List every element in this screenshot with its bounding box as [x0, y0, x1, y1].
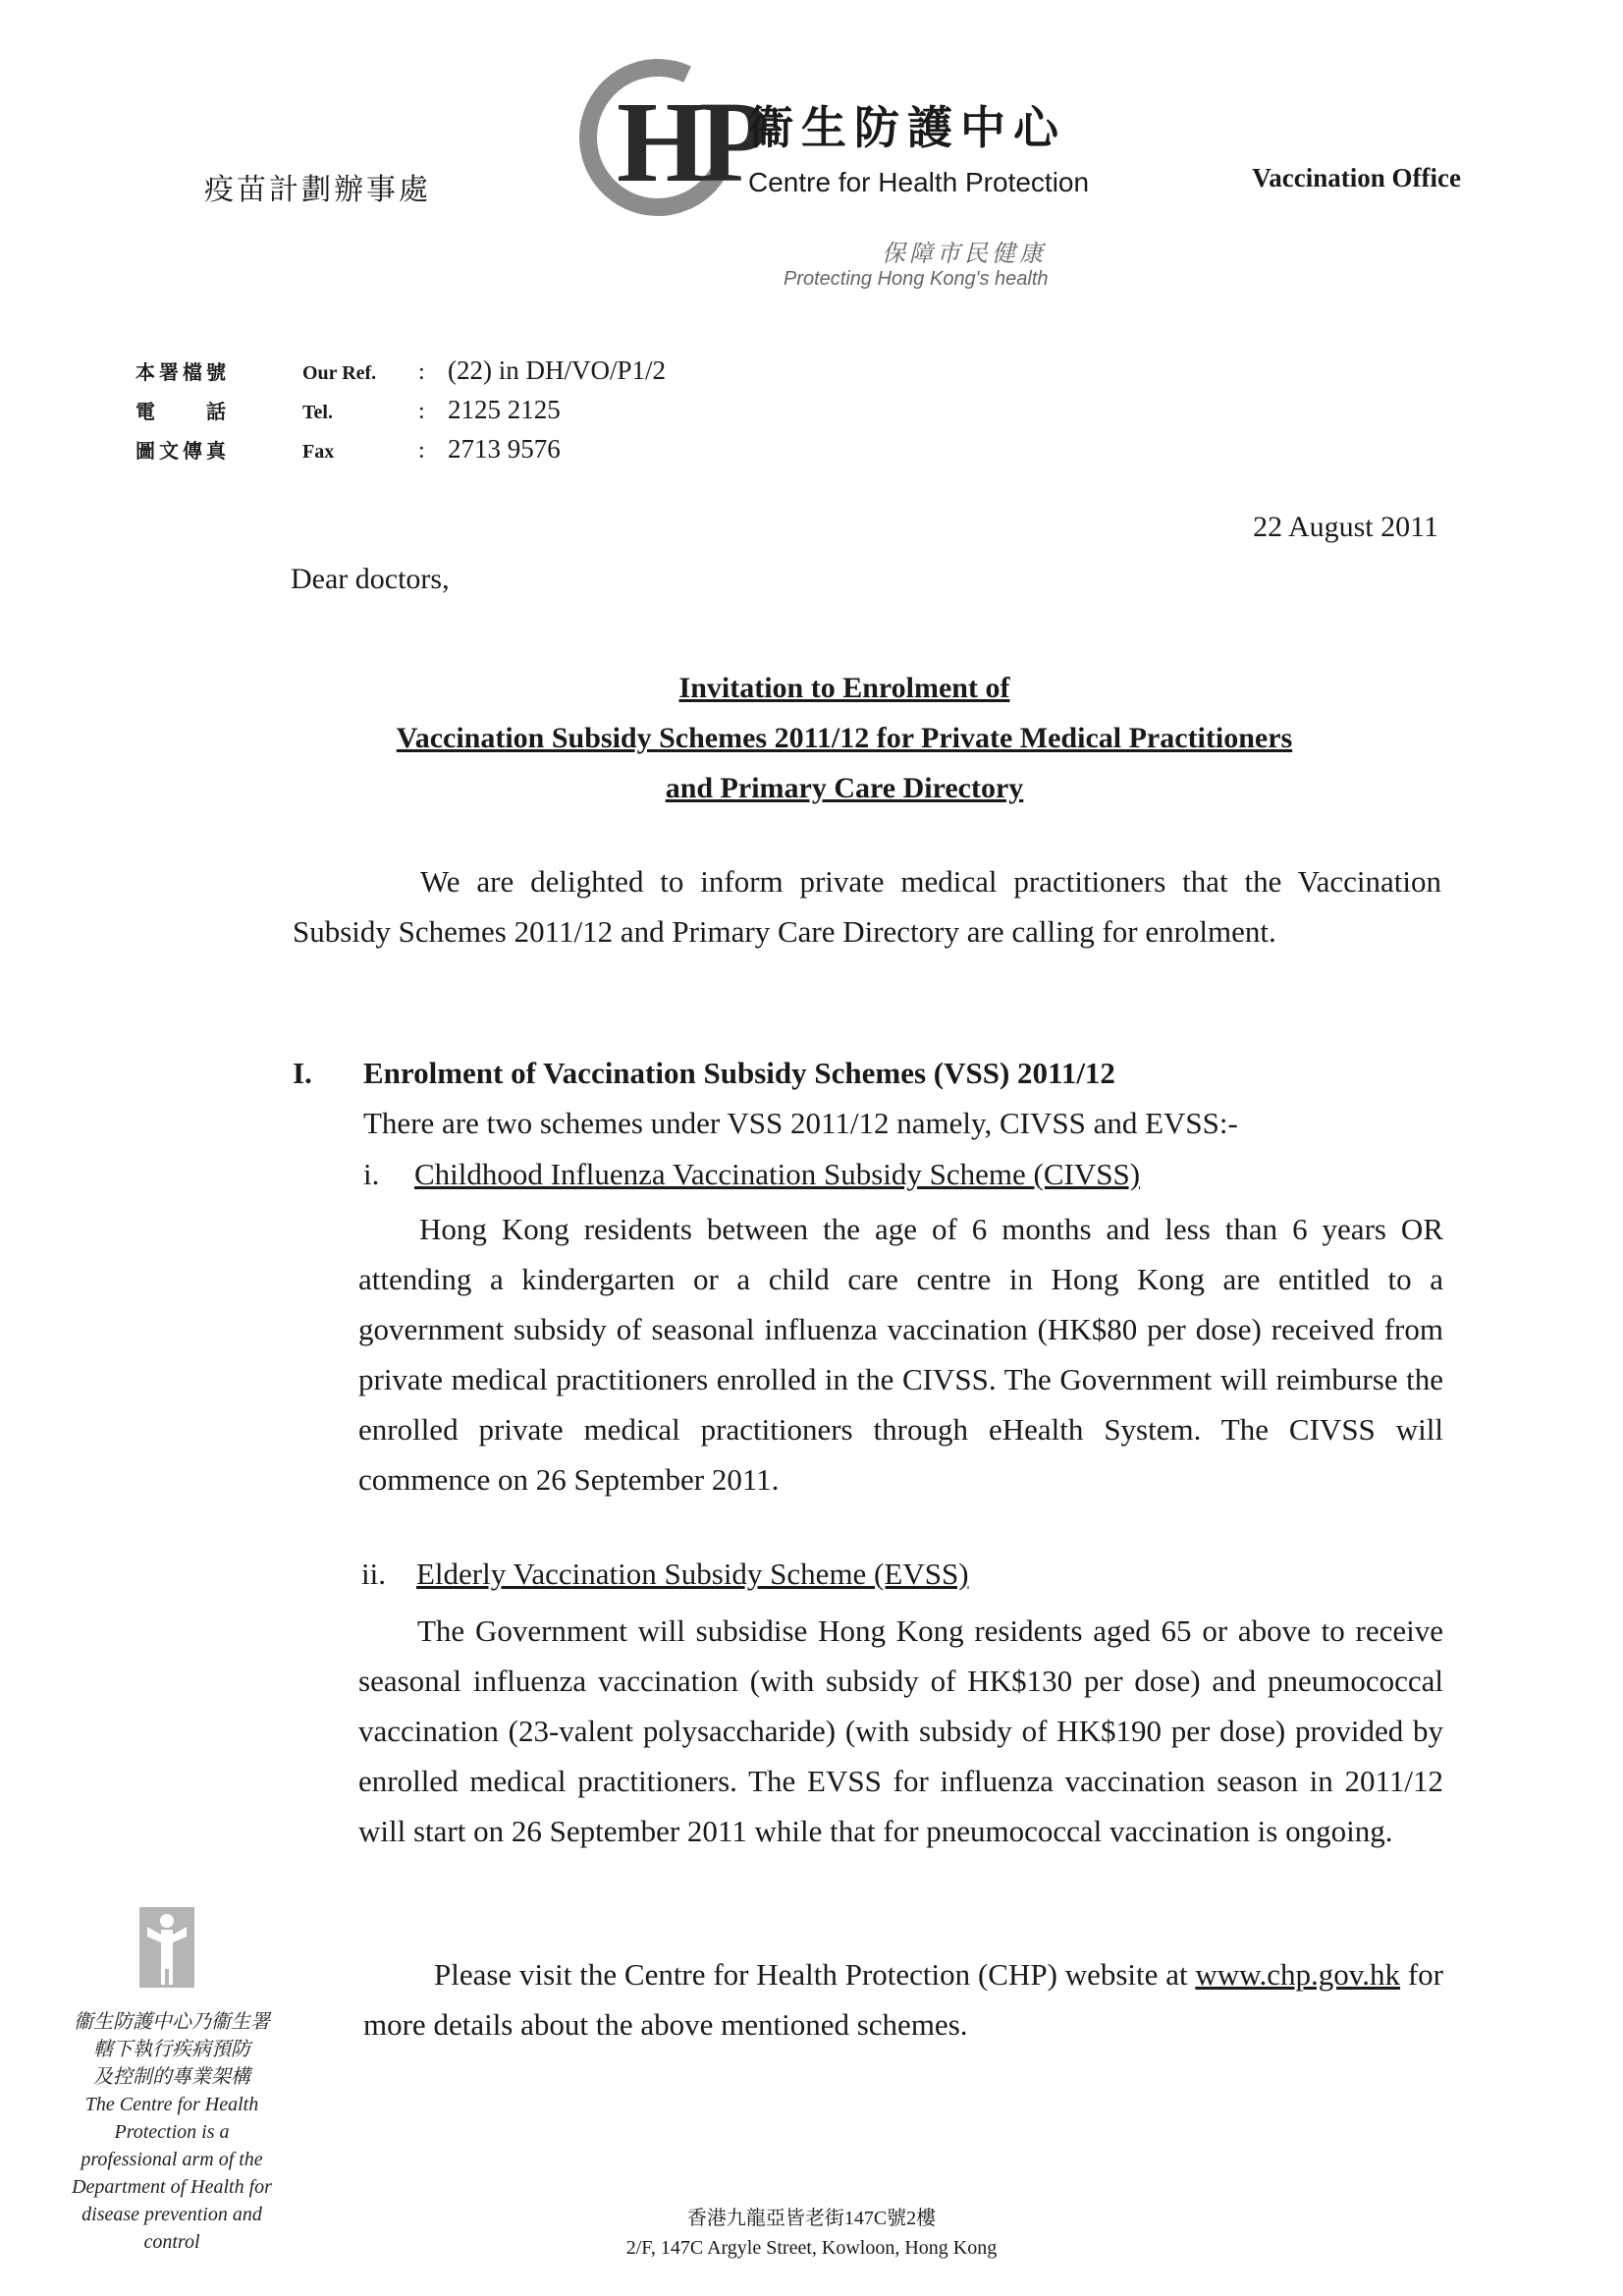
sidebar-line-en-2: Protection is a	[114, 2121, 230, 2143]
reference-label-zh: 本署檔號	[135, 362, 230, 384]
evss-paragraph: The Government will subsidise Hong Kong residents aged 65 or above to receive seasonal influenza vaccination (with subsidy of HK$130 per dose) and pneumococcal vaccination (23-valent polysaccharide) (with subsidy of HK$190 per dose) provided by enrolled medical practitioners. The EVSS for influenza vaccination season in 2011/12 will start on 26 September 2011 while that for pneumococcal vaccination is ongoing.	[358, 1613, 1443, 1848]
visit-paragraph	[363, 1949, 1443, 2050]
letter-title	[255, 663, 1434, 813]
reference-row-our-ref	[135, 355, 666, 395]
reference-colon: :	[418, 399, 425, 424]
chp-logo-tagline-en: Protecting Hong Kong's health	[784, 268, 1049, 290]
section-title: Enrolment of Vaccination Subsidy Schemes (VSS) 2011/12	[363, 1056, 1115, 1090]
dh-emblem-icon	[139, 1907, 194, 1988]
reference-label-zh: 圖文傳真	[135, 441, 230, 463]
sidebar-line-zh-2: 轄下執行疾病預防	[93, 2039, 250, 2060]
sidebar-line-en-5: disease prevention and	[81, 2204, 262, 2225]
section-intro: There are two schemes under VSS 2011/12 namely, CIVSS and EVSS:-	[363, 1106, 1238, 1140]
chp-logo-tagline-zh: 保障市民健康	[882, 242, 1047, 267]
reference-value: 2713 9576	[448, 434, 561, 464]
reference-label-en: Fax	[302, 441, 335, 463]
footer-address-zh: 香港九龍亞皆老街147C號2樓	[686, 2208, 937, 2229]
reference-row-tel	[135, 395, 666, 434]
sidebar-line-en-1: The Centre for Health	[84, 2094, 259, 2115]
chp-logo-name-en: Centre for Health Protection	[748, 167, 1090, 197]
letter-date: 22 August 2011	[1253, 511, 1438, 543]
footer-address	[0, 2204, 1623, 2263]
section-number: I.	[293, 1056, 312, 1090]
reference-label-en: Tel.	[302, 402, 333, 423]
evss-heading	[361, 1557, 969, 1592]
reference-row-fax	[135, 434, 666, 473]
sidebar-line-en-6: control	[143, 2231, 200, 2253]
title-line-3: and Primary Care Directory	[665, 772, 1024, 804]
reference-block	[135, 355, 666, 473]
reference-value: 2125 2125	[448, 395, 561, 424]
chp-logo-name-zh: 衞生防護中心	[748, 103, 1066, 153]
civss-heading-text: Childhood Influenza Vaccination Subsidy Scheme (CIVSS)	[414, 1157, 1141, 1191]
office-name-zh: 疫苗計劃辦事處	[204, 174, 431, 206]
visit-text-before: Please visit the Centre for Health Protection (CHP) website at	[434, 1957, 1188, 1992]
reference-label-en: Our Ref.	[302, 362, 377, 384]
chp-logo	[579, 59, 1090, 304]
evss-heading-text: Elderly Vaccination Subsidy Scheme (EVSS)	[416, 1557, 969, 1591]
civss-number: i.	[363, 1157, 380, 1191]
sidebar-line-en-4: Department of Health for	[72, 2176, 272, 2198]
title-line-2: Vaccination Subsidy Schemes 2011/12 for Private Medical Practitioners	[396, 722, 1293, 754]
sidebar-line-zh-3: 及控制的專業架構	[93, 2066, 250, 2088]
reference-label-zh: 電 話	[135, 402, 230, 423]
intro-paragraph: We are delighted to inform private medical practitioners that the Vaccination Subsidy Schemes 2011/12 and Primary Care Directory are calling for enrolment.	[293, 864, 1441, 949]
title-line-1: Invitation to Enrolment of	[678, 672, 1010, 704]
reference-colon: :	[418, 438, 425, 464]
chp-website-link[interactable]: www.chp.gov.hk	[1195, 1957, 1401, 1992]
reference-colon: :	[418, 359, 425, 385]
salutation: Dear doctors,	[291, 563, 450, 595]
chp-logo-letters: HP	[617, 78, 762, 206]
office-name-en: Vaccination Office	[1252, 163, 1461, 192]
reference-value: (22) in DH/VO/P1/2	[448, 355, 666, 385]
sidebar-line-en-3: professional arm of the	[81, 2149, 263, 2170]
visit-text-after: for more details about the above mentioned schemes.	[363, 1957, 1444, 2042]
footer-address-en: 2/F, 147C Argyle Street, Kowloon, Hong Kong	[625, 2237, 998, 2259]
evss-number: ii.	[361, 1557, 386, 1591]
civss-paragraph: Hong Kong residents between the age of 6 months and less than 6 years OR attending a kindergarten or a child care centre in Hong Kong are entitled to a government subsidy of seasonal influenza vaccination (HK$80 per dose) received from private medical practitioners enrolled in the CIVSS. The Government will reimburse the enrolled private medical practitioners through eHealth System. The CIVSS will commence on 26 September 2011.	[358, 1212, 1443, 1497]
civss-heading	[363, 1157, 1140, 1192]
sidebar-line-zh-1: 衞生防護中心乃衞生署	[74, 2011, 270, 2033]
